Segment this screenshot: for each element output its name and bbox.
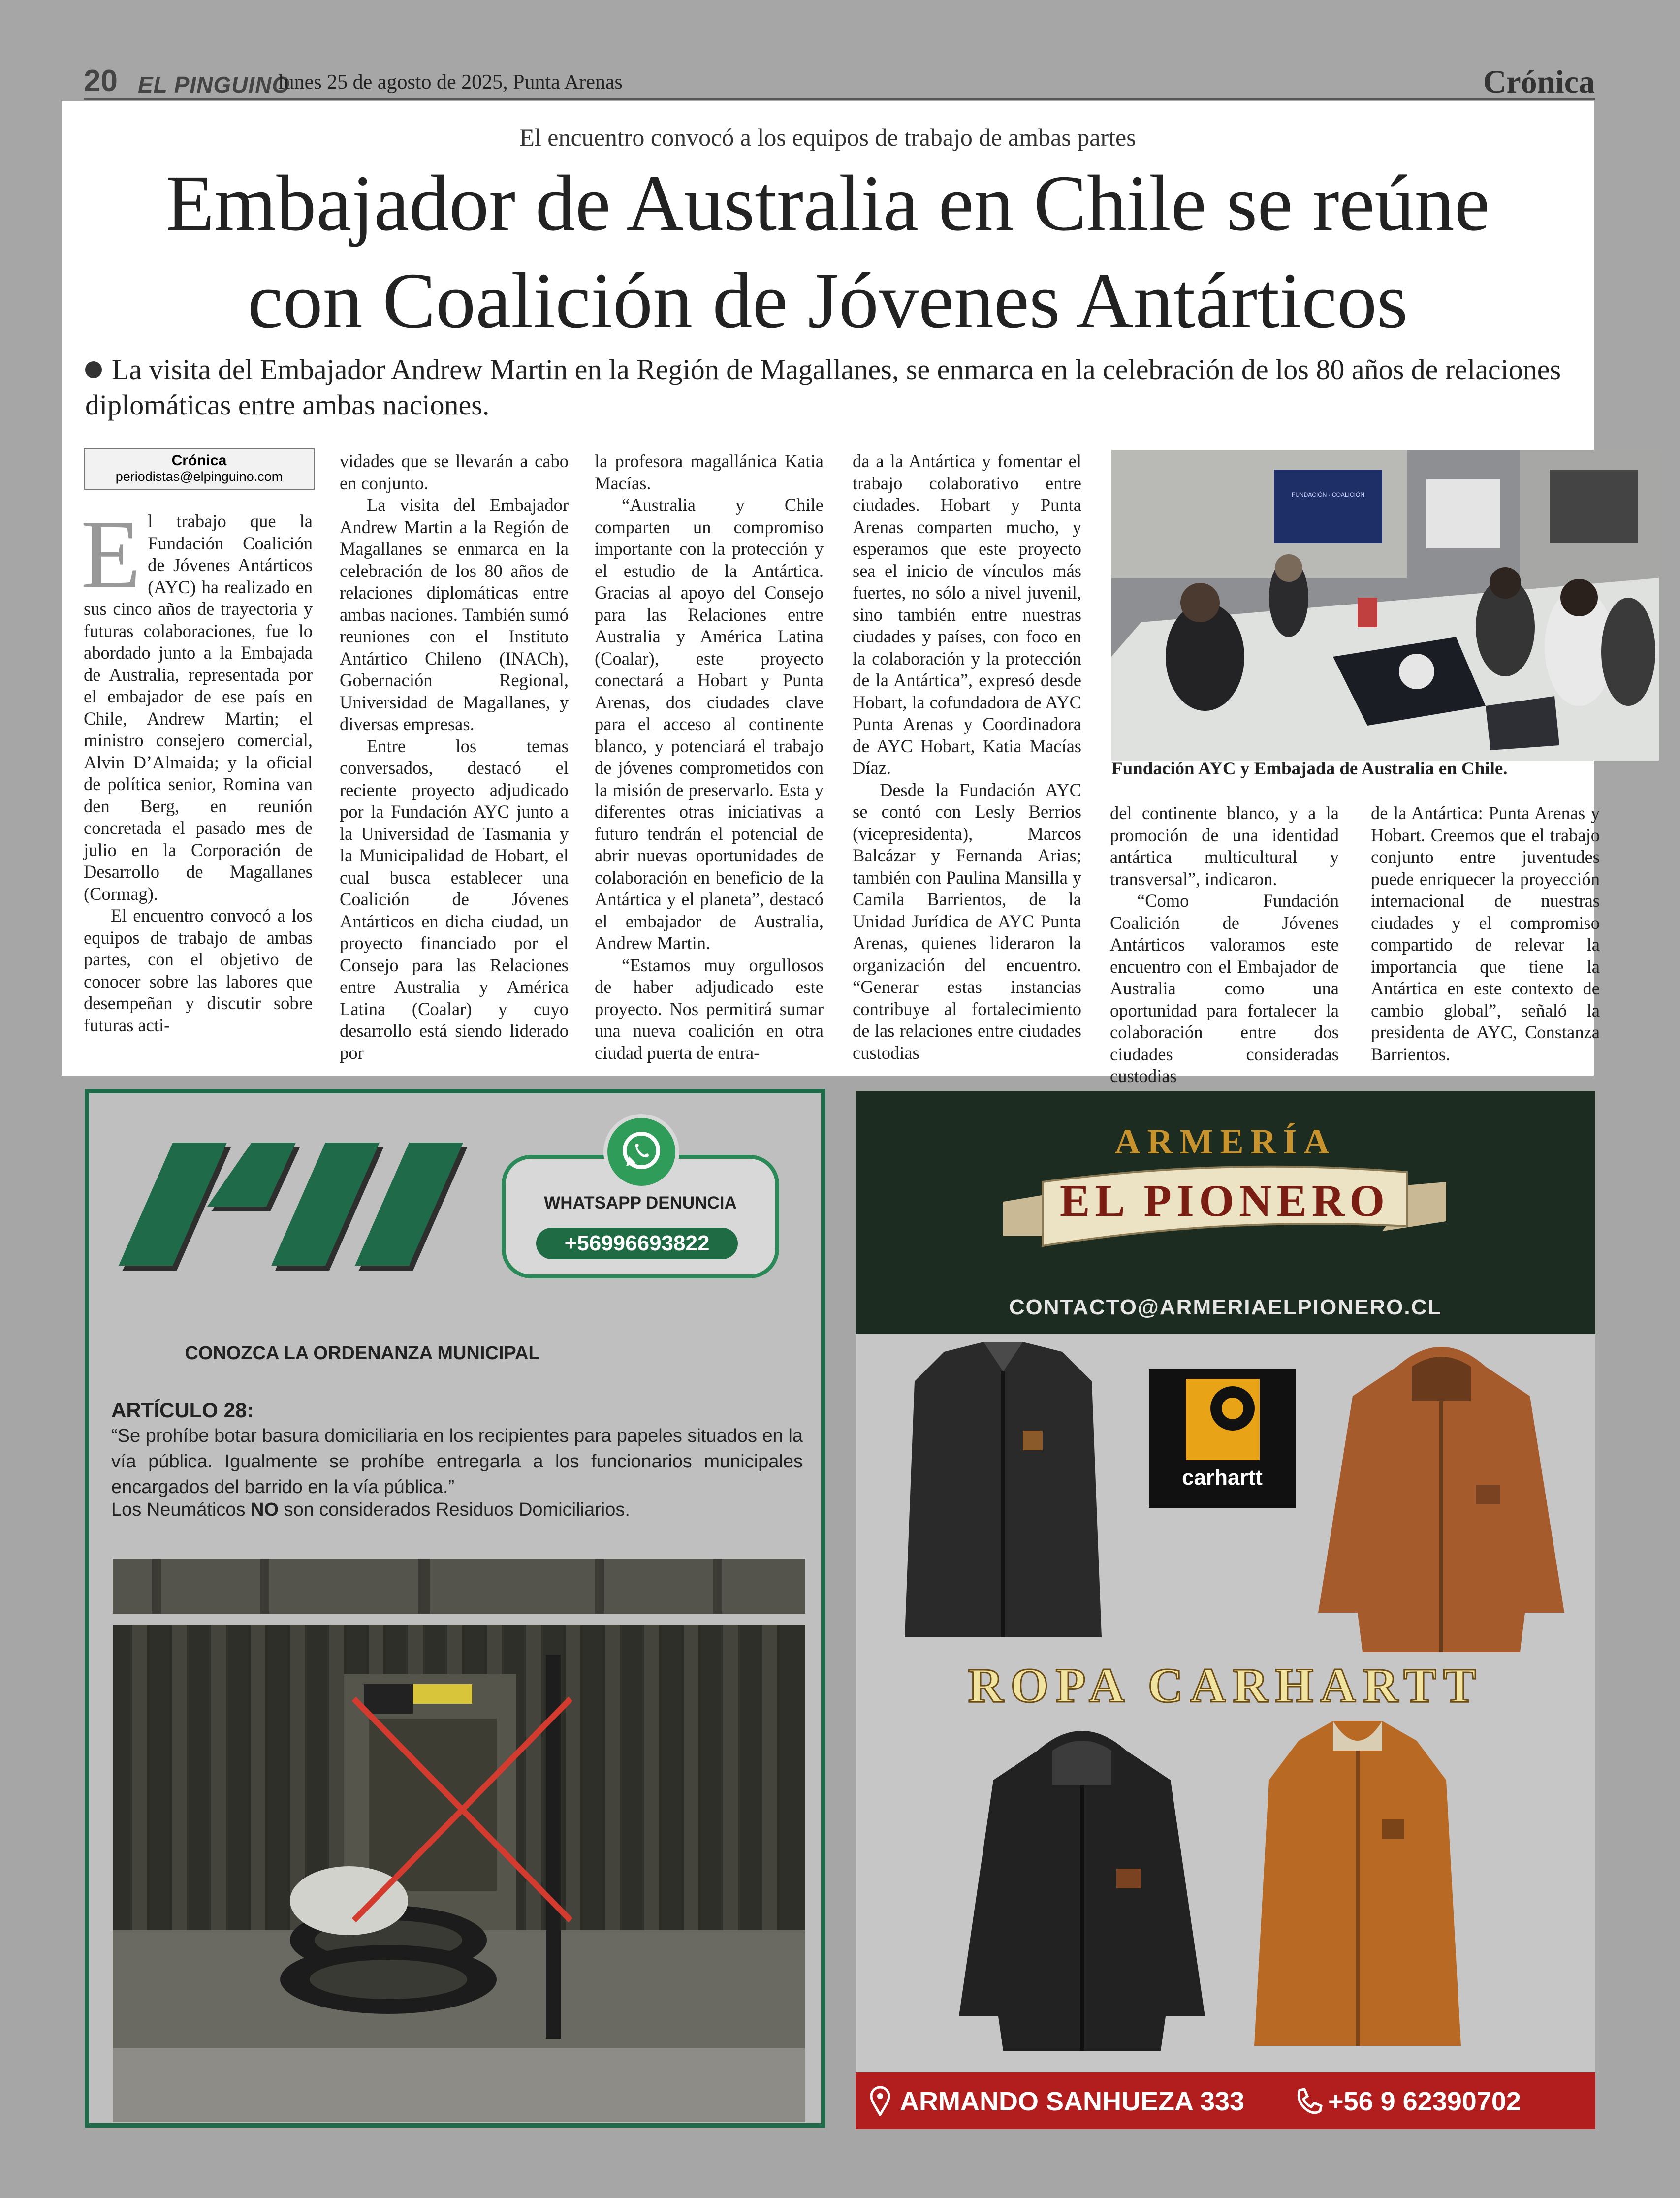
article	[62, 101, 1600, 1086]
article-headline	[62, 155, 1594, 350]
black-jacket-image	[954, 1721, 1210, 2051]
svg-text:FUNDACIÓN · COALICIÓN: FUNDACIÓN · COALICIÓN	[1291, 491, 1365, 498]
article-column-5	[1110, 802, 1339, 1087]
photo-caption: Fundación AYC y Embajada de Australia en Chile.	[1111, 759, 1508, 779]
product-title: ROPA CARHARTT	[968, 1658, 1483, 1713]
byline-section: Crónica	[171, 452, 227, 469]
paragraph: de la Antártica: Punta Arenas y Hobart. Creemos que el trabajo conjunto entre juventudes puede enriquecer la proyección internacional de nuestras ciudades y el compromiso compartido de relevar la importancia que tiene la Antártica en este contexto de cambio global”, señaló la presidenta de AYC, Constanza Barrientos.	[1371, 803, 1600, 1064]
ordinance-heading: CONOZCA LA ORDENANZA MUNICIPAL	[185, 1343, 540, 1364]
article-column-2	[340, 450, 569, 1064]
whatsapp-number[interactable]: +56996693822	[536, 1228, 738, 1259]
brown-vest-image	[1235, 1721, 1481, 2051]
street-photo-strip	[113, 1559, 805, 1614]
headline-line-1: Embajador de Australia en Chile se reúne	[165, 159, 1490, 248]
armeria-brand-top: ARMERÍA	[1114, 1122, 1336, 1161]
summary-text: La visita del Embajador Andrew Martin en la Región de Magallanes, se enmarca en la celebración de los 80 años de relaciones diplomáticas entre ambas naciones.	[85, 353, 1561, 421]
carhartt-c-icon	[1186, 1379, 1260, 1460]
page-header	[84, 62, 1595, 100]
paragraph: vidades que se llevarán a cabo en conjunto.	[340, 451, 569, 493]
date-line: lunes 25 de agosto de 2025, Punta Arenas	[278, 71, 623, 94]
article-kicker: El encuentro convocó a los equipos de trabajo de ambas partes	[519, 124, 1136, 151]
paragraph: del continente blanco, y a la promoción de una identidad antártica multicultural y transversal”, indicaron.	[1110, 803, 1339, 889]
meeting-photo	[1111, 450, 1659, 761]
armeria-footer	[856, 2072, 1595, 2129]
paragraph: Entre los temas conversados, destacó el reciente proyecto adjudicado por la Fundación AYC junto a la Universidad de Tasmania y la Municipalidad de Hobart, el cual busca establecer una Coalición de Jóvenes Antárticos en dicha ciudad, un proyecto financiado por el Consejo para las Relaciones entre Australia y América Latina (Coalar) y cuyo desarrollo está siendo liderado por	[340, 735, 569, 1063]
page-number: 20	[84, 64, 118, 98]
article-column-4	[853, 450, 1081, 1064]
black-vest-image	[885, 1342, 1121, 1657]
armeria-contact[interactable]: CONTACTO@ARMERIAELPIONERO.CL	[1009, 1295, 1442, 1319]
paragraph-text: l trabajo que la Fundación Coalición de Jóvenes Antárticos (AYC) ha realizado en sus cinco años de trayectoria y futuras colaboraciones, fue lo abordado junto a la Embajada de Australia, representada por el embajador de ese país en Chile, Andrew Martin; el ministro consejero comercial, Alvin D’Almaida; y la oficial de política senior, Romina van den Berg, en reunión concretada el pasado mes de julio en la Corporación de Desarrollo de Magallanes (Cormag).	[84, 511, 313, 904]
bullet-icon	[85, 361, 102, 378]
meeting-photo-image	[1111, 450, 1659, 761]
note-text: Los Neumáticos	[111, 1499, 251, 1520]
ordinance-article-title: ARTÍCULO 28:	[111, 1399, 254, 1422]
armeria-header	[856, 1091, 1595, 1334]
paper-name: EL PINGUINO	[138, 72, 290, 97]
note-text: son considerados Residuos Domiciliarios.	[279, 1499, 630, 1520]
armeria-ad	[856, 1091, 1595, 2129]
headline-line-2: con Coalición de Jóvenes Antárticos	[247, 257, 1408, 345]
paragraph: “Australia y Chile comparten un compromiso importante con la protección y el estudio de la Antártica. Gracias al apoyo del Consejo para las Relaciones entre Australia y América Latina (Coalar), este proyecto conectará a Hobart y Punta Arenas, dos ciudades clave para el acceso al continente blanco, y potenciará el trabajo de jóvenes comprometidos con la misión de preservarlo. Esta y diferentes otras iniciativas a futuro tendrán el potencial de abrir nuevas oportunidades de colaboración en beneficio de la Antártica y el planeta”, destacó el embajador de Australia, Andrew Martin.	[595, 495, 824, 953]
location-pin-icon	[870, 2086, 890, 2116]
whatsapp-label: WHATSAPP DENUNCIA	[544, 1193, 737, 1212]
paragraph: Desde la Fundación AYC se contó con Lesly Berrios (vicepresidenta), Marcos Balcázar y Fernanda Arias; también con Paulina Mansilla y Camila Barrientos, de la Unidad Jurídica de AYC Punta Arenas, quienes lideraron la organización del encuentro. “Generar estas instancias contribuye al fortalecimiento de las relaciones entre ciudades custodias	[853, 779, 1081, 1063]
trash-tire-photo	[113, 1625, 805, 2122]
article-column-1	[81, 500, 313, 1036]
paragraph: “Estamos muy orgullosos de haber adjudicado este proyecto. Nos permitirá sumar una nueva coalición en otra ciudad puerta de entra-	[595, 955, 824, 1063]
whatsapp-icon	[603, 1114, 679, 1190]
byline-email[interactable]: periodistas@elpinguino.com	[115, 469, 283, 484]
drop-cap: E	[81, 500, 141, 609]
article-column-6	[1371, 802, 1600, 1065]
paragraph: “Como Fundación Coalición de Jóvenes Antárticos valoramos este encuentro con el Embajador de Australia como una oportunidad para fortalecer la colaboración entre dos ciudades consideradas custodias	[1110, 891, 1339, 1086]
armeria-brand-name: EL PIONERO	[1059, 1176, 1390, 1226]
note-emphasis: NO	[251, 1499, 279, 1520]
phone-icon	[1294, 2086, 1323, 2116]
section-name: Crónica	[1483, 64, 1595, 100]
article-summary	[85, 352, 1572, 423]
carhartt-logo-text: carhartt	[1182, 1465, 1263, 1490]
paragraph	[81, 500, 313, 905]
ordinance-article-quote: “Se prohíbe botar basura domiciliaria en los recipientes para papeles situados en la vía pública. Igualmente se prohíbe entregarla a los funcionarios municipales encargados del barrido en la vía pública.”	[111, 1426, 803, 1497]
armeria-phone[interactable]: +56 9 62390702	[1328, 2087, 1521, 2116]
byline-box	[84, 448, 315, 490]
paragraph: El encuentro convocó a los equipos de trabajo de ambas partes, con el objetivo de conocer sobre las labores que desempeñan y discutir sobre futuras acti-	[84, 905, 313, 1035]
paragraph: da a la Antártica y fomentar el trabajo colaborativo entre ciudades. Hobart y Punta Arenas comparten mucho, y esperamos que este proyecto sea el inicio de vínculos más fuertes, no sólo a nivel juvenil, sino también entre nuestras ciudades y países, con foco en la colaboración y la protección de la Antártica”, expresó desde Hobart, la cofundadora de AYC Punta Arenas y Coordinadora de AYC Hobart, Katia Macías Díaz.	[853, 451, 1081, 778]
municipal-logo	[109, 1128, 498, 1275]
paragraph: la profesora magallánica Katia Macías.	[595, 451, 824, 493]
armeria-address: ARMANDO SANHUEZA 333	[900, 2087, 1245, 2116]
article-column-3	[595, 450, 824, 1064]
carhartt-logo	[1149, 1369, 1296, 1508]
municipal-ordinance-ad	[85, 1089, 825, 2128]
brown-jacket-image	[1313, 1337, 1569, 1657]
ordinance-note	[111, 1499, 630, 1521]
paragraph: La visita del Embajador Andrew Martin a la Región de Magallanes se enmarca en la celebración de los 80 años de relaciones diplomáticas entre ambas naciones. También sumó reuniones con el Instituto Antártico Chileno (INACh), Gobernación Regional, Universidad de Magallanes, y diversas empresas.	[340, 495, 569, 734]
